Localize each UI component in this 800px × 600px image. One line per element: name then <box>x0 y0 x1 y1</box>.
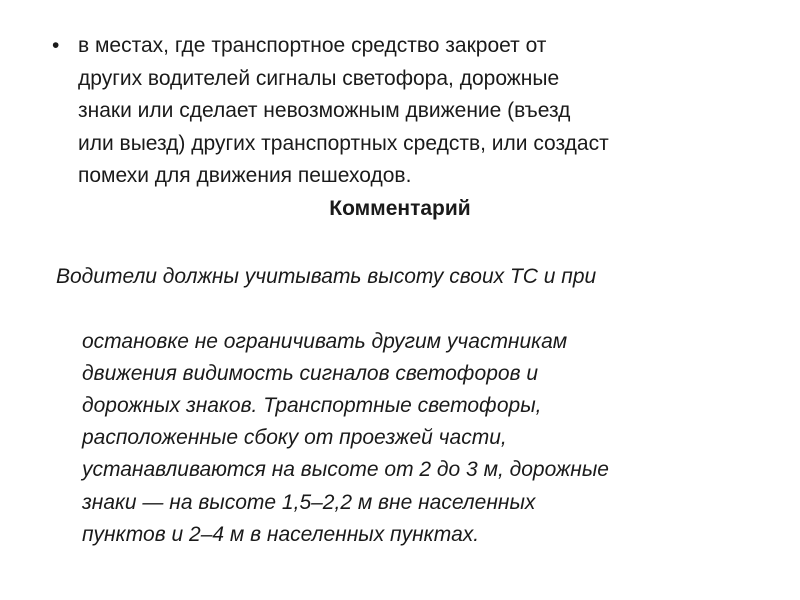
bullet-item <box>52 30 772 193</box>
comment-first-line: Водители должны учитывать высоту своих ТС и при <box>56 265 597 289</box>
comment-body <box>56 229 776 583</box>
comment-heading: Комментарий <box>329 197 471 220</box>
comment-text: остановке не ограничивать другим участникам движения видимость сигналов светофоров и дорожных знаков. Транспортные светофоры, расположенные сбоку от проезжей части, устанавливаются на высоте от 2 до 3 м, дорожные знаки — на высоте 1,5–2,2 м вне населенных пунктов и 2–4 м в населенных пунктах. <box>82 329 609 546</box>
bullet-text: в местах, где транспортное средство закроет от других водителей сигналы светофора, дорожные знаки или сделает невозможным движение (въезд или выезд) других транспортных средств, или создаст помехи для движения пешеходов. <box>78 34 609 187</box>
bullet-marker: • <box>52 34 60 57</box>
